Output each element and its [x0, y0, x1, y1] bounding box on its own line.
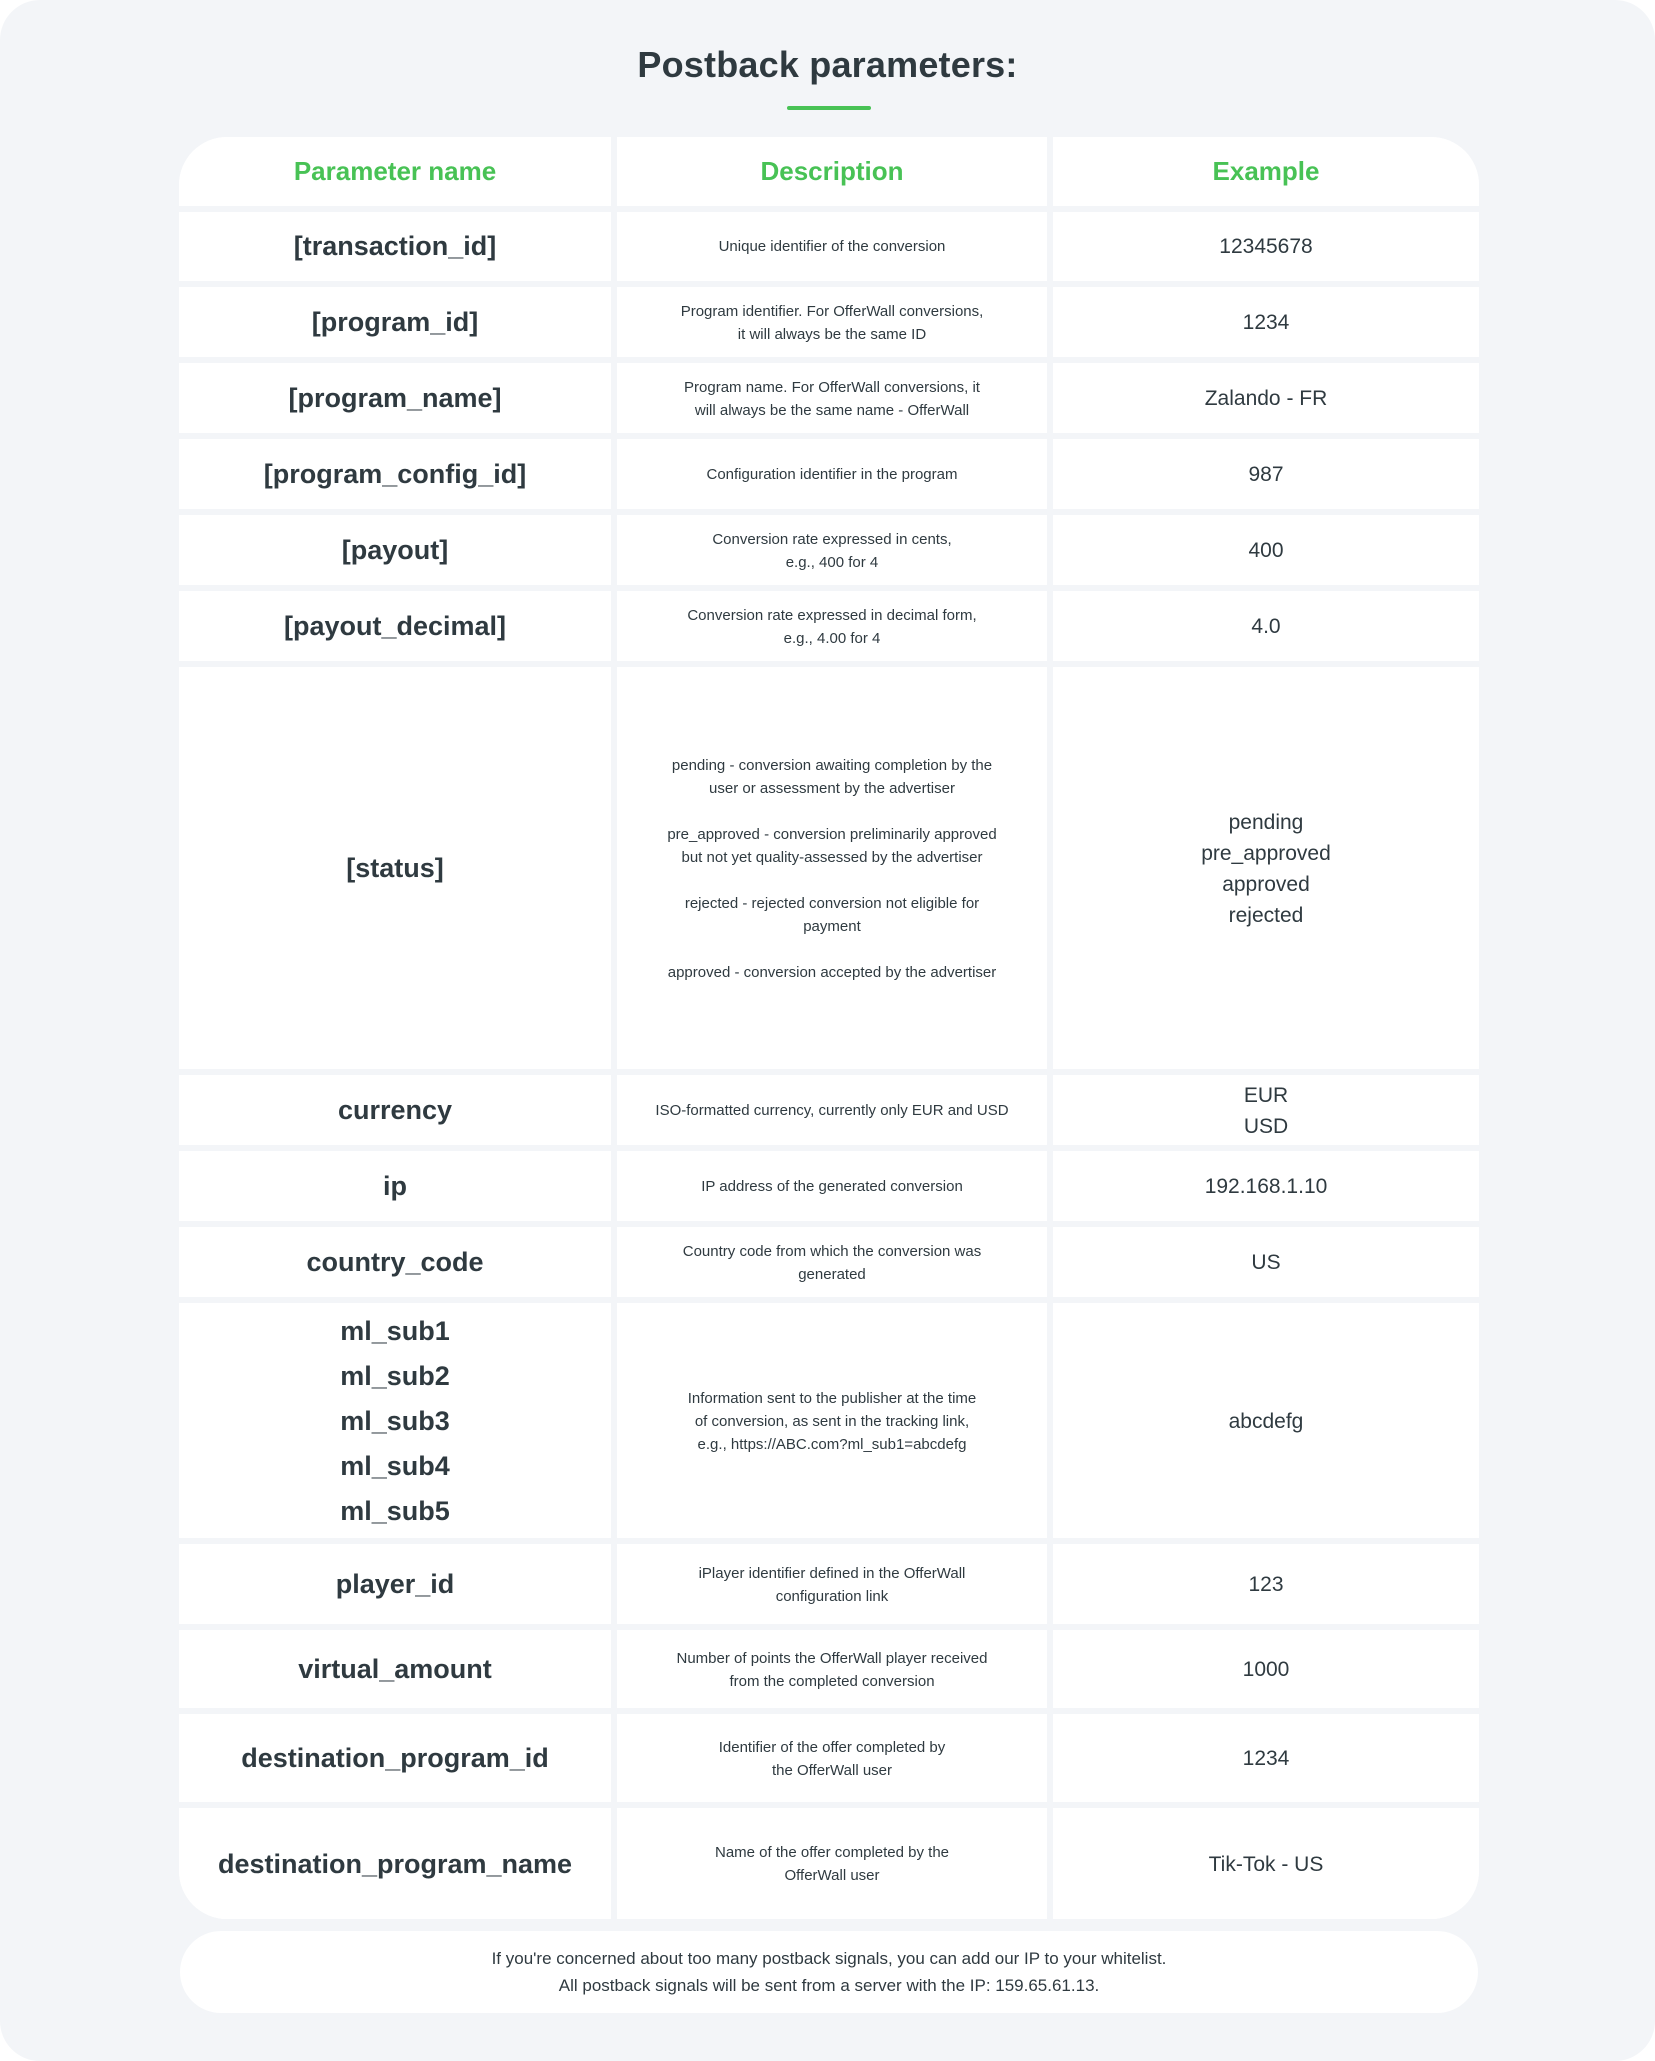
description-text — [655, 1099, 1008, 1122]
example-cell — [1053, 516, 1479, 585]
description-line: of conversion, as sent in the tracking link, — [694, 1412, 970, 1430]
example-cell — [1053, 288, 1479, 357]
description-text — [684, 376, 980, 422]
description-line: IP address of the generated conversion — [701, 1178, 963, 1195]
example-values — [1229, 1406, 1304, 1437]
example-value: rejected — [1228, 903, 1304, 927]
parameters-table — [179, 137, 1479, 1919]
parameter-name: [transaction_id] — [293, 231, 497, 261]
row-divider — [179, 1145, 1479, 1151]
description-cell — [617, 1545, 1047, 1624]
row-divider — [179, 509, 1479, 515]
example-values — [1209, 1849, 1324, 1880]
description-cell — [617, 288, 1047, 357]
row-divider — [179, 1297, 1479, 1303]
parameter-name: ip — [383, 1171, 407, 1201]
row-divider — [179, 357, 1479, 363]
example-values — [1201, 807, 1331, 931]
description-line: Name of the offer completed by the — [714, 1844, 950, 1861]
row-divider — [179, 1069, 1479, 1075]
description-text — [699, 1562, 966, 1608]
description-text — [681, 300, 984, 346]
example-value: abcdefg — [1228, 1409, 1304, 1433]
example-value: 987 — [1248, 463, 1284, 486]
description-line: Country code from which the conversion was generated — [682, 1242, 982, 1283]
example-value: 400 — [1248, 539, 1284, 562]
example-values — [1248, 535, 1283, 566]
example-cell — [1053, 1152, 1479, 1221]
description-line: Conversion rate expressed in decimal form, — [687, 606, 977, 624]
example-cell — [1053, 1715, 1479, 1802]
example-value: pre_approved — [1201, 841, 1331, 865]
parameter-name: [status] — [346, 853, 444, 883]
example-value: 12345678 — [1219, 235, 1313, 258]
parameter-name: ml_sub2 — [340, 1360, 450, 1391]
example-cell — [1053, 668, 1479, 1069]
parameter-name-cell — [179, 1715, 611, 1802]
header-description: Description — [617, 137, 1047, 206]
parameter-name-cell — [179, 212, 611, 281]
description-line: configuration link — [775, 1587, 889, 1605]
description-line: OfferWall user — [784, 1867, 880, 1884]
parameter-name: destination_program_name — [217, 1848, 573, 1879]
example-values — [1248, 1569, 1283, 1600]
parameter-name: ml_sub5 — [340, 1495, 450, 1526]
example-cell — [1053, 1304, 1479, 1538]
row-divider — [179, 433, 1479, 439]
parameter-name-cell — [179, 592, 611, 661]
description-line: payment — [803, 917, 861, 935]
description-cell — [617, 212, 1047, 281]
example-value: pending — [1228, 810, 1304, 834]
example-values — [1243, 1654, 1290, 1685]
description-paragraph — [667, 754, 996, 800]
description-cell — [617, 1809, 1047, 1919]
parameter-name: ml_sub1 — [340, 1315, 450, 1346]
parameter-name-cell — [179, 364, 611, 433]
description-text — [688, 1387, 977, 1456]
description-cell — [617, 364, 1047, 433]
example-cell — [1053, 440, 1479, 509]
description-line: pending - conversion awaiting completion by the — [671, 756, 993, 774]
description-cell — [617, 1076, 1047, 1145]
example-cell — [1053, 1809, 1479, 1919]
example-value: 192.168.1.10 — [1204, 1175, 1328, 1198]
description-line: iPlayer identifier defined in the OfferWall — [698, 1564, 966, 1582]
example-values — [1205, 383, 1328, 414]
example-values — [1243, 307, 1290, 338]
example-value: 123 — [1248, 1573, 1284, 1596]
parameter-name: [program_id] — [311, 307, 479, 337]
description-text — [647, 1240, 1017, 1286]
parameter-name: ml_sub3 — [340, 1405, 450, 1436]
description-line: the OfferWall user — [771, 1761, 893, 1779]
row-divider — [179, 281, 1479, 287]
row-divider — [179, 1624, 1479, 1630]
example-values — [1244, 1080, 1288, 1142]
description-line: user or assessment by the advertiser — [709, 779, 955, 797]
whitelist-note-line-1: If you're concerned about too many postback signals, you can add our IP to your whitelist. — [491, 1949, 1167, 1968]
parameter-name-list — [340, 1309, 450, 1534]
parameter-name-cell — [179, 1631, 611, 1708]
description-line: Information sent to the publisher at the time — [687, 1389, 977, 1407]
example-values — [1251, 611, 1280, 642]
description-cell — [617, 1152, 1047, 1221]
description-text — [712, 528, 951, 574]
example-value: 1000 — [1242, 1658, 1290, 1681]
description-text — [715, 1841, 949, 1887]
description-text — [719, 235, 946, 258]
example-cell — [1053, 1631, 1479, 1708]
description-text — [687, 604, 976, 650]
example-value: EUR — [1243, 1083, 1289, 1107]
description-cell — [617, 440, 1047, 509]
whitelist-note-line-2: All postback signals will be sent from a server with the IP: 159.65.61.13. — [558, 1976, 1100, 1995]
example-value: US — [1251, 1251, 1281, 1274]
description-text — [719, 1736, 946, 1782]
parameter-name-cell — [179, 1076, 611, 1145]
description-line: e.g., 400 for 4 — [785, 553, 879, 571]
description-line: Conversion rate expressed in cents, — [712, 530, 952, 548]
description-line: Number of points the OfferWall player received — [676, 1649, 988, 1667]
description-line: Program identifier. For OfferWall conversions, — [680, 302, 984, 320]
description-line: rejected - rejected conversion not eligible for — [684, 894, 980, 912]
row-divider — [179, 1221, 1479, 1227]
description-cell — [617, 1715, 1047, 1802]
example-value: Tik-Tok - US — [1208, 1852, 1324, 1876]
example-cell — [1053, 1076, 1479, 1145]
parameter-name: ml_sub4 — [340, 1450, 450, 1481]
description-line: e.g., 4.00 for 4 — [783, 629, 881, 647]
parameter-name-cell — [179, 1228, 611, 1297]
example-value: Zalando - FR — [1204, 387, 1328, 410]
parameter-name-cell — [179, 516, 611, 585]
description-line: Configuration identifier in the program — [706, 466, 958, 483]
row-divider — [179, 1708, 1479, 1714]
example-values — [1251, 1247, 1280, 1278]
example-values — [1243, 1743, 1290, 1774]
parameter-name-cell — [179, 288, 611, 357]
parameter-name-cell — [179, 1809, 611, 1919]
parameter-name: player_id — [335, 1569, 455, 1599]
description-line: e.g., https://ABC.com?ml_sub1=abcdefg — [697, 1435, 967, 1453]
description-paragraph — [667, 823, 996, 869]
parameter-name-cell — [179, 1152, 611, 1221]
description-line: but not yet quality-assessed by the advertiser — [681, 848, 983, 866]
description-line: Unique identifier of the conversion — [718, 238, 946, 255]
header-example: Example — [1053, 137, 1479, 206]
description-line: from the completed conversion — [729, 1672, 935, 1690]
example-cell — [1053, 212, 1479, 281]
parameter-name: currency — [337, 1095, 453, 1125]
description-line: pre_approved - conversion preliminarily approved — [667, 825, 997, 843]
description-cell — [617, 516, 1047, 585]
description-paragraph — [667, 892, 996, 938]
description-cell — [617, 592, 1047, 661]
example-cell — [1053, 364, 1479, 433]
row-divider — [179, 1538, 1479, 1544]
parameter-name: virtual_amount — [298, 1654, 492, 1684]
description-line: ISO-formatted currency, currently only EUR and USD — [655, 1102, 1009, 1119]
parameter-name-cell — [179, 1304, 611, 1538]
description-text — [701, 1175, 963, 1198]
parameter-name: destination_program_id — [241, 1743, 549, 1773]
parameter-name: [program_config_id] — [263, 459, 527, 489]
parameter-name: country_code — [306, 1247, 484, 1277]
parameter-name: [payout] — [341, 535, 449, 565]
example-value: 1234 — [1242, 311, 1290, 334]
description-paragraph — [667, 961, 996, 984]
description-line: will always be the same name - OfferWall — [694, 401, 970, 419]
example-cell — [1053, 592, 1479, 661]
description-line: approved - conversion accepted by the advertiser — [667, 963, 997, 981]
description-text — [707, 463, 958, 486]
example-values — [1219, 231, 1312, 262]
title-underline — [787, 106, 871, 110]
example-values — [1205, 1171, 1328, 1202]
example-value: 4.0 — [1251, 615, 1281, 638]
header-parameter-name: Parameter name — [179, 137, 611, 206]
description-line: Identifier of the offer completed by — [718, 1738, 946, 1756]
page-title: Postback parameters: — [637, 44, 1018, 85]
description-line: it will always be the same ID — [737, 325, 927, 343]
parameter-name: [payout_decimal] — [283, 611, 507, 641]
description-line: Program name. For OfferWall conversions, it — [684, 378, 980, 396]
row-divider — [179, 585, 1479, 591]
description-text — [677, 1647, 988, 1693]
description-blocks — [667, 754, 996, 984]
example-values — [1248, 459, 1283, 490]
parameter-name: [program_name] — [288, 383, 502, 413]
description-cell — [617, 1631, 1047, 1708]
row-divider — [179, 1802, 1479, 1808]
description-cell — [617, 1304, 1047, 1538]
whitelist-note — [180, 1931, 1478, 2013]
parameter-name-cell — [179, 440, 611, 509]
description-cell — [617, 668, 1047, 1069]
example-cell — [1053, 1545, 1479, 1624]
row-divider — [179, 661, 1479, 667]
example-value: USD — [1243, 1114, 1289, 1138]
example-cell — [1053, 1228, 1479, 1297]
example-value: 1234 — [1242, 1747, 1290, 1770]
example-value: approved — [1222, 872, 1310, 896]
description-cell — [617, 1228, 1047, 1297]
parameter-name-cell — [179, 1545, 611, 1624]
parameter-name-cell — [179, 668, 611, 1069]
